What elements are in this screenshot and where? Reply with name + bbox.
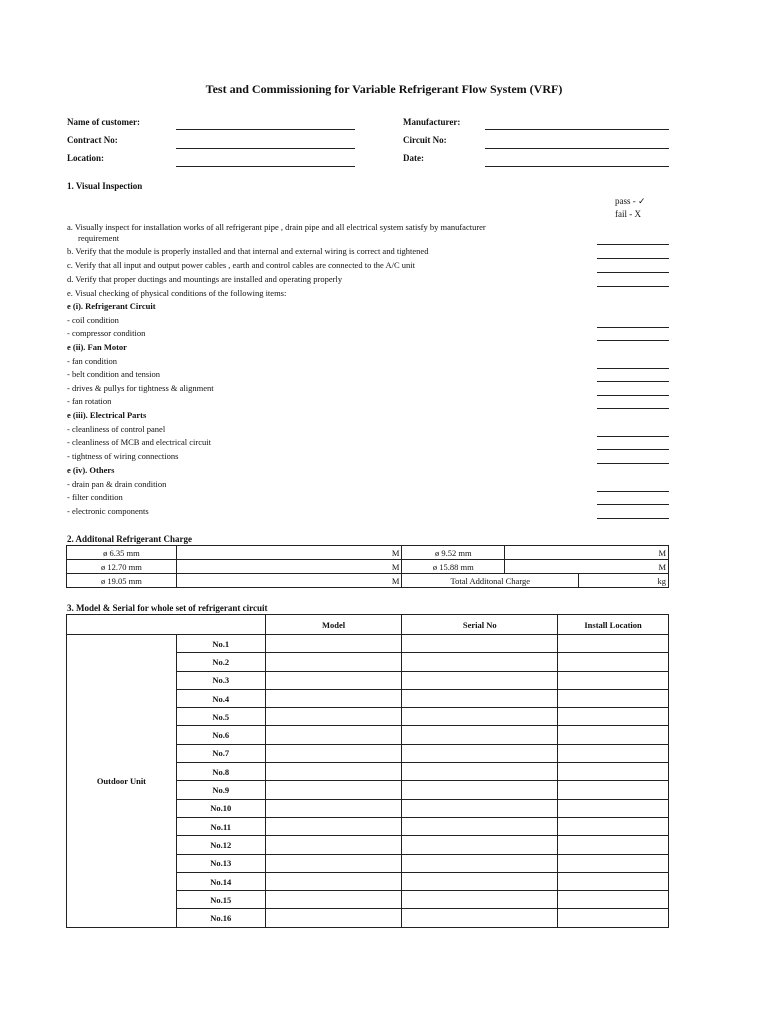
answer-control-panel[interactable] xyxy=(597,436,669,437)
legend-fail: fail - X xyxy=(615,209,641,219)
serial-cell[interactable] xyxy=(402,817,558,835)
item-a-line2: requirement xyxy=(78,233,120,243)
install-location-cell[interactable] xyxy=(558,635,669,653)
item-e: e. Visual checking of physical conditions of the following items: xyxy=(67,288,287,298)
serial-table xyxy=(66,614,669,928)
item-drain-pan: - drain pan & drain condition xyxy=(67,479,167,489)
date-field[interactable] xyxy=(485,166,669,167)
item-filter: - filter condition xyxy=(67,492,123,502)
serial-header-row xyxy=(67,615,669,635)
col-serial: Serial No xyxy=(402,615,558,635)
model-cell[interactable] xyxy=(265,799,402,817)
location-label: Location: xyxy=(67,153,104,163)
unit-number: No.2 xyxy=(176,653,265,671)
charge-value-1905[interactable]: M xyxy=(176,574,402,588)
charge-value-635[interactable]: M xyxy=(176,546,402,560)
install-location-cell[interactable] xyxy=(558,708,669,726)
install-location-cell[interactable] xyxy=(558,836,669,854)
manufacturer-field[interactable] xyxy=(485,129,669,130)
answer-d[interactable] xyxy=(597,286,669,287)
customer-label: Name of customer: xyxy=(67,117,140,127)
charge-total-value[interactable]: kg xyxy=(579,574,669,588)
charge-value-1588[interactable]: M xyxy=(505,560,669,574)
unit-number: No.12 xyxy=(176,836,265,854)
unit-number: No.8 xyxy=(176,763,265,781)
charge-value-952[interactable]: M xyxy=(505,546,669,560)
model-cell[interactable] xyxy=(265,635,402,653)
answer-belt[interactable] xyxy=(597,381,669,382)
answer-filter[interactable] xyxy=(597,504,669,505)
answer-fan-rotation[interactable] xyxy=(597,408,669,409)
circuit-field[interactable] xyxy=(485,148,669,149)
install-location-cell[interactable] xyxy=(558,689,669,707)
col-install-location: Install Location xyxy=(558,615,669,635)
contract-field[interactable] xyxy=(176,148,355,149)
item-mcb: - cleanliness of MCB and electrical circuit xyxy=(67,437,211,447)
install-location-cell[interactable] xyxy=(558,726,669,744)
unit-number: No.9 xyxy=(176,781,265,799)
date-label: Date: xyxy=(403,153,424,163)
item-c: c. Verify that all input and output power cables , earth and control cables are connected to the A/C unit xyxy=(67,260,415,270)
customer-field[interactable] xyxy=(176,129,355,130)
item-a-line1: a. Visually inspect for installation works of all refrigerant pipe , drain pipe and all electrical system satisfy by manufacturer xyxy=(67,222,486,232)
circuit-label: Circuit No: xyxy=(403,135,447,145)
unit-number: No.6 xyxy=(176,726,265,744)
charge-table xyxy=(66,545,669,588)
install-location-cell[interactable] xyxy=(558,872,669,890)
unit-number: No.11 xyxy=(176,817,265,835)
answer-drives[interactable] xyxy=(597,395,669,396)
item-wiring: - tightness of wiring connections xyxy=(67,451,179,461)
install-location-cell[interactable] xyxy=(558,763,669,781)
group-outdoor-unit: Outdoor Unit xyxy=(67,635,177,928)
model-cell[interactable] xyxy=(265,854,402,872)
model-cell[interactable] xyxy=(265,781,402,799)
model-cell[interactable] xyxy=(265,744,402,762)
answer-compressor[interactable] xyxy=(597,340,669,341)
serial-cell[interactable] xyxy=(402,763,558,781)
table-row xyxy=(67,635,669,653)
charge-label-1270: ø 12.70 mm xyxy=(67,560,177,574)
serial-header-blank xyxy=(67,615,266,635)
model-cell[interactable] xyxy=(265,726,402,744)
unit-number: No.10 xyxy=(176,799,265,817)
serial-cell[interactable] xyxy=(402,909,558,927)
col-model: Model xyxy=(265,615,402,635)
unit-number: No.16 xyxy=(176,909,265,927)
item-control-panel: - cleanliness of control panel xyxy=(67,424,166,434)
install-location-cell[interactable] xyxy=(558,671,669,689)
unit-number: No.14 xyxy=(176,872,265,890)
model-cell[interactable] xyxy=(265,671,402,689)
answer-mcb[interactable] xyxy=(597,449,669,450)
unit-number: No.4 xyxy=(176,689,265,707)
section3-title: 3. Model & Serial for whole set of refrigerant circuit xyxy=(67,603,268,613)
section1-title: 1. Visual Inspection xyxy=(67,181,143,191)
section2-title: 2. Additonal Refrigerant Charge xyxy=(67,534,192,544)
item-fan: - fan condition xyxy=(67,356,118,366)
model-cell[interactable] xyxy=(265,909,402,927)
legend-pass: pass - ✓ xyxy=(615,196,646,206)
answer-fan[interactable] xyxy=(597,368,669,369)
serial-cell[interactable] xyxy=(402,708,558,726)
model-cell[interactable] xyxy=(265,763,402,781)
location-field[interactable] xyxy=(176,166,355,167)
item-fan-rotation: - fan rotation xyxy=(67,396,112,406)
answer-wiring[interactable] xyxy=(597,463,669,464)
answer-electronic[interactable] xyxy=(597,518,669,519)
serial-cell[interactable] xyxy=(402,891,558,909)
model-cell[interactable] xyxy=(265,836,402,854)
page-title: Test and Commissioning for Variable Refrigerant Flow System (VRF) xyxy=(205,82,563,96)
model-cell[interactable] xyxy=(265,872,402,890)
serial-cell[interactable] xyxy=(402,726,558,744)
install-location-cell[interactable] xyxy=(558,891,669,909)
charge-label-1905: ø 19.05 mm xyxy=(67,574,177,588)
install-location-cell[interactable] xyxy=(558,909,669,927)
install-location-cell[interactable] xyxy=(558,817,669,835)
answer-b[interactable] xyxy=(597,258,669,259)
serial-cell[interactable] xyxy=(402,671,558,689)
serial-cell[interactable] xyxy=(402,836,558,854)
answer-drain-pan[interactable] xyxy=(597,491,669,492)
charge-row xyxy=(67,560,669,574)
model-cell[interactable] xyxy=(265,891,402,909)
unit-number: No.7 xyxy=(176,744,265,762)
contract-label: Contract No: xyxy=(67,135,118,145)
unit-number: No.13 xyxy=(176,854,265,872)
serial-cell[interactable] xyxy=(402,635,558,653)
model-cell[interactable] xyxy=(265,817,402,835)
charge-label-635: ø 6.35 mm xyxy=(67,546,177,560)
model-cell[interactable] xyxy=(265,653,402,671)
unit-number: No.1 xyxy=(176,635,265,653)
serial-cell[interactable] xyxy=(402,744,558,762)
item-belt: - belt condition and tension xyxy=(67,369,161,379)
serial-cell[interactable] xyxy=(402,799,558,817)
manufacturer-label: Manufacturer: xyxy=(403,117,461,127)
model-cell[interactable] xyxy=(265,708,402,726)
answer-coil[interactable] xyxy=(597,327,669,328)
install-location-cell[interactable] xyxy=(558,744,669,762)
subsection-refrigerant-circuit: e (i). Refrigerant Circuit xyxy=(67,301,156,311)
item-coil: - coil condition xyxy=(67,315,119,325)
charge-value-1270[interactable]: M xyxy=(176,560,402,574)
unit-number: No.5 xyxy=(176,708,265,726)
unit-number: No.3 xyxy=(176,671,265,689)
install-location-cell[interactable] xyxy=(558,781,669,799)
install-location-cell[interactable] xyxy=(558,854,669,872)
charge-label-1588: ø 15.88 mm xyxy=(402,560,505,574)
charge-row xyxy=(67,574,669,588)
item-compressor: - compressor condition xyxy=(67,328,146,338)
item-drives: - drives & pullys for tightness & alignment xyxy=(67,383,214,393)
item-electronic: - electronic components xyxy=(67,506,149,516)
answer-a[interactable] xyxy=(597,244,669,245)
serial-cell[interactable] xyxy=(402,854,558,872)
subsection-fan-motor: e (ii). Fan Motor xyxy=(67,342,127,352)
install-location-cell[interactable] xyxy=(558,799,669,817)
answer-c[interactable] xyxy=(597,272,669,273)
install-location-cell[interactable] xyxy=(558,653,669,671)
serial-cell[interactable] xyxy=(402,653,558,671)
charge-label-952: ø 9.52 mm xyxy=(402,546,505,560)
serial-cell[interactable] xyxy=(402,689,558,707)
item-d: d. Verify that proper ductings and mountings are installed and operating properly xyxy=(67,274,343,284)
charge-total-label: Total Additonal Charge xyxy=(402,574,579,588)
unit-number: No.15 xyxy=(176,891,265,909)
charge-row xyxy=(67,546,669,560)
subsection-electrical-parts: e (iii). Electrical Parts xyxy=(67,410,147,420)
item-b: b. Verify that the module is properly installed and that internal and external wiring is correct and tightened xyxy=(67,246,429,256)
serial-cell[interactable] xyxy=(402,872,558,890)
model-cell[interactable] xyxy=(265,689,402,707)
serial-cell[interactable] xyxy=(402,781,558,799)
subsection-others: e (iv). Others xyxy=(67,465,115,475)
